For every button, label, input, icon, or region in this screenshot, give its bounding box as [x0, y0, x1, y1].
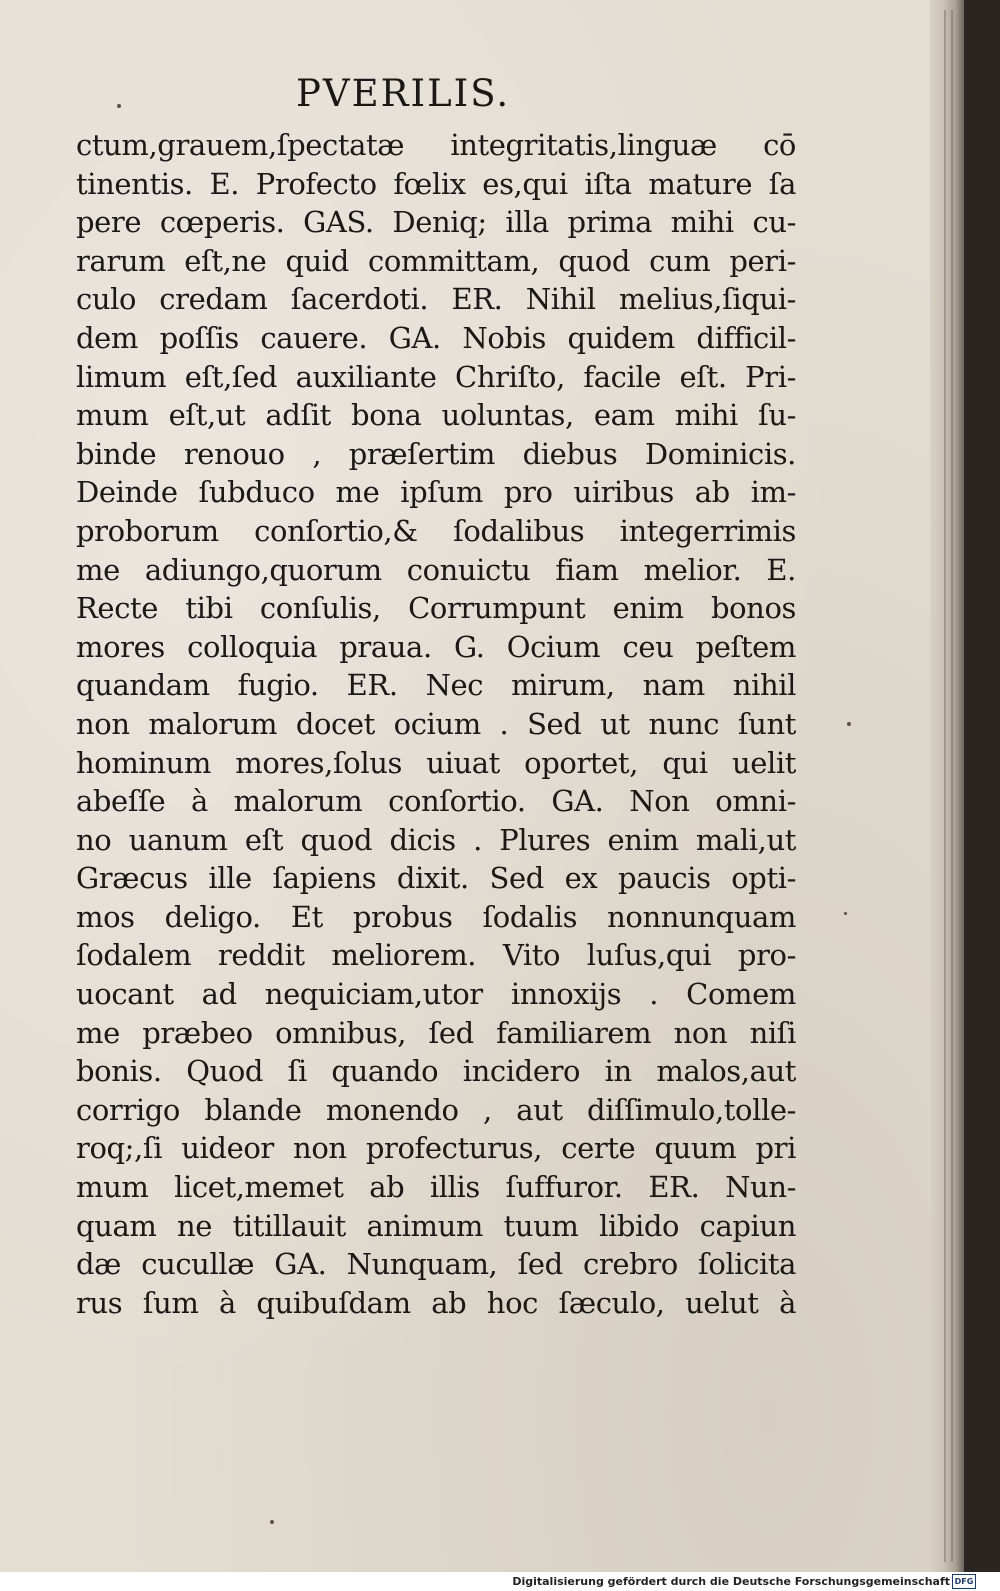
text-line: quandam fugio. ER. Nec mirum, nam nihil	[76, 668, 796, 703]
paper-speck	[270, 1520, 274, 1524]
dfg-logo: DFG	[952, 1574, 976, 1589]
text-line: mum eſt,ut adſit bona uoluntas, eam mihi ſu-	[76, 398, 796, 433]
body-text	[76, 126, 796, 1322]
text-line: bonis. Quod ſi quando incidero in malos,aut	[76, 1054, 796, 1089]
text-line: pere cœperis. GAS. Deniq; illa prima mihi cu-	[76, 205, 796, 240]
text-line: no uanum eſt quod dicis . Plures enim mali,ut	[76, 822, 796, 857]
paper-speck	[117, 104, 121, 108]
text-line: mores colloquia praua. G. Ocium ceu peſtem	[76, 629, 796, 664]
text-line: Deinde ſubduco me ipſum pro uiribus ab im-	[76, 475, 796, 510]
text-line: Recte tibi conſulis, Corrumpunt enim bonos	[76, 591, 796, 626]
text-line: proborum conſortio,& ſodalibus integerrimis	[76, 513, 796, 548]
text-line: rarum eſt,ne quid committam, quod cum peri-	[76, 243, 796, 278]
text-line: ctum,grauem,ſpectatæ integritatis,linguæ cō	[76, 128, 796, 162]
text-line: tinentis. E. Profecto fœlix es,qui iſta mature ſa	[76, 166, 796, 201]
text-line: rus ſum à quibuſdam ab hoc ſæculo, uelut à	[76, 1285, 796, 1320]
running-head: PVERILIS.	[296, 72, 511, 115]
text-line: binde renouo , præſertim diebus Dominicis.	[76, 436, 796, 471]
text-line: me adiungo,quorum conuictu fiam melior. E.	[76, 552, 796, 587]
text-line: dæ cucullæ GA. Nunquam, ſed crebro ſolicita	[76, 1247, 796, 1282]
text-line: dem poſſis cauere. GA. Nobis quidem difficil-	[76, 320, 796, 355]
text-line: quam ne titillauit animum tuum libido capiun	[76, 1208, 796, 1243]
text-line: mos deligo. Et probus ſodalis nonnunquam	[76, 899, 796, 934]
text-line: hominum mores,ſolus uiuat oportet, qui uelit	[76, 745, 796, 780]
text-line: corrigo blande monendo , aut diſſimulo,tolle-	[76, 1092, 796, 1127]
text-line: non malorum docet ocium . Sed ut nunc ſunt	[76, 706, 796, 741]
text-line: abeſſe à malorum conſortio. GA. Non omni-	[76, 784, 796, 819]
page-edge	[930, 0, 964, 1572]
text-line: culo credam ſacerdoti. ER. Nihil melius,ſiqui-	[76, 282, 796, 317]
text-line: roq;,ſi uideor non profecturus, certe quum pri	[76, 1131, 796, 1166]
text-line: mum licet,memet ab illis ſuffuror. ER. Nun-	[76, 1170, 796, 1205]
footer-credit: Digitalisierung gefördert durch die Deutsche Forschungsgemeinschaft	[512, 1575, 950, 1588]
page-edge-line	[944, 10, 946, 1562]
text-line: limum eſt,ſed auxiliante Chriſto, facile eſt. Pri-	[76, 359, 796, 394]
text-line: Græcus ille ſapiens dixit. Sed ex paucis opti-	[76, 861, 796, 896]
text-line: uocant ad nequiciam,utor innoxijs . Comem	[76, 977, 796, 1012]
paper-speck	[844, 912, 847, 915]
text-line: me præbeo omnibus, ſed familiarem non niſi	[76, 1015, 796, 1050]
paper-speck	[847, 722, 851, 726]
page-edge-line	[951, 10, 953, 1562]
text-line: ſodalem reddit meliorem. Vito luſus,qui pro-	[76, 938, 796, 973]
